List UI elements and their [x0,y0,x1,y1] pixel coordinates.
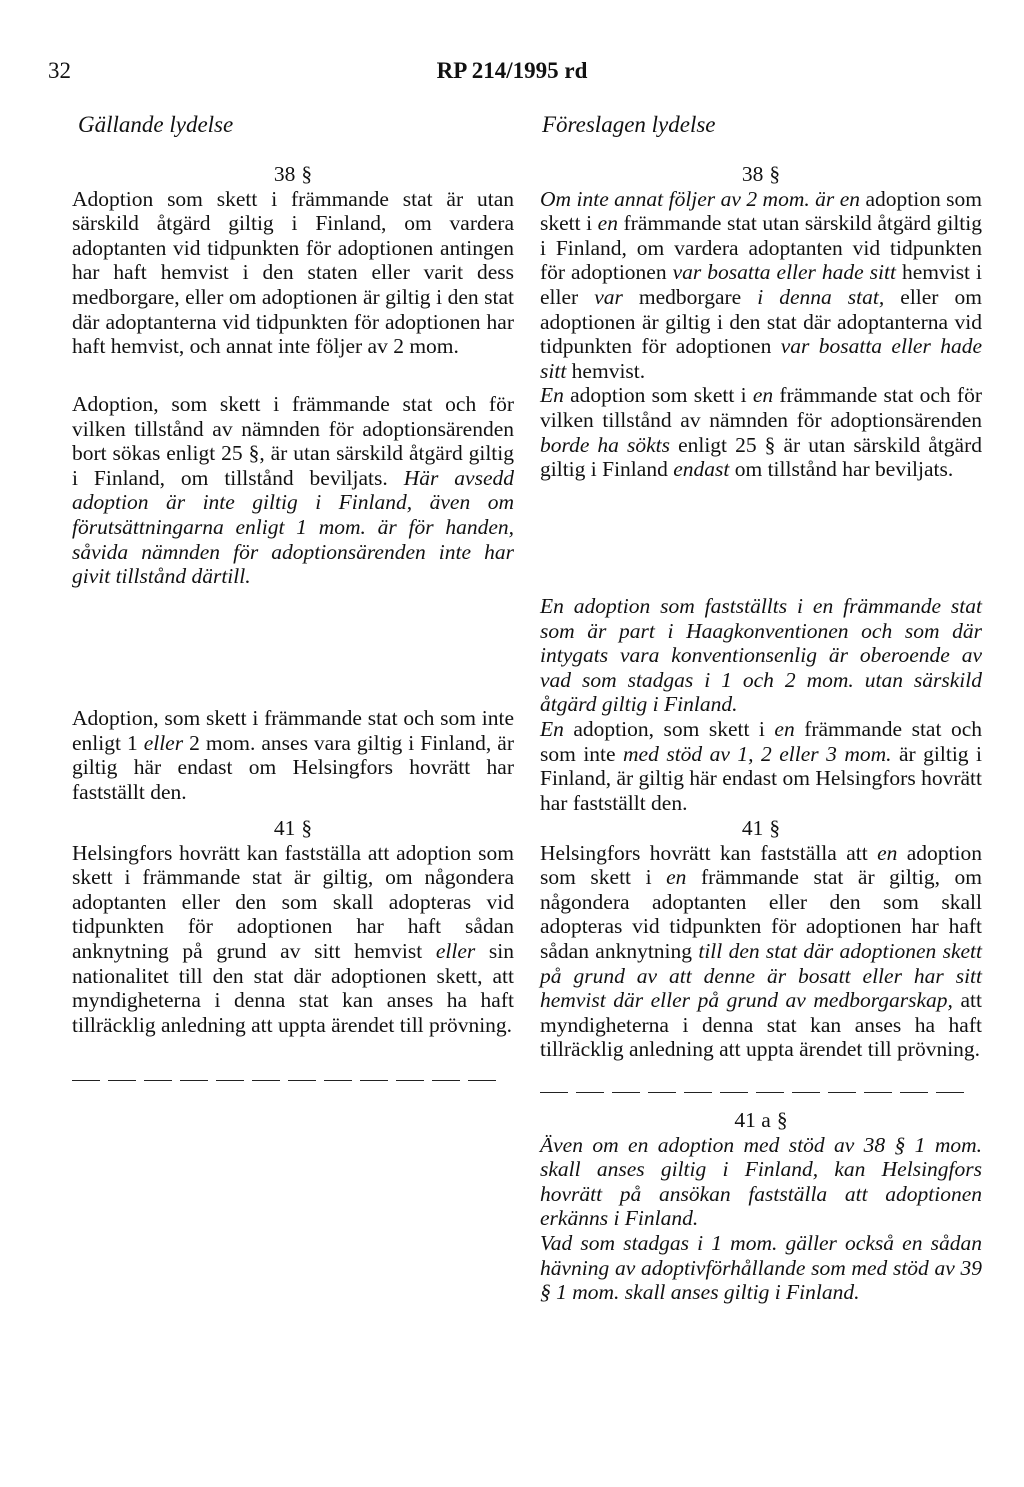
paragraph: Helsingfors hovrätt kan fastställa att en adoption som skett i en främmande stat är giltig, om någondera adoptanten eller den som skall adopteras vid tidpunkten för adoptionen har haft sådan anknytning till den stat där adoptionen skett på grund av att denne är bosatt eller har sitt hemvist där eller på grund av medborgarskap, att myndigheterna i denna stat kan anses ha haft tillräcklig anledning att uppta ärendet till prövning. [540,840,982,1062]
right-section-41a [540,1108,982,1305]
paragraph: Adoption som skett i främmande stat är utan särskild åtgärd giltig i Finland, om vardera adoptanten vid tidpunkten för adoptionen antingen har haft hemvist i den staten eller varit dess medborgare, eller om adoptionen är giltig i den stat där adoptanterna vid tidpunkten för adoptionen har haft hemvist, och annat inte följer av 2 mom. [72,186,514,359]
right-column-title: Föreslagen lydelse [542,112,716,137]
paragraph: Helsingfors hovrätt kan fastställa att adoption som skett i främmande stat är giltig, om någondera adoptanten eller den som skall adopteras vid tidpunkten för adoptionen har haft sådan anknytning på grund av sitt hemvist eller sin nationalitet till den stat där adoptionen skett, att myndigheterna i denna stat kan anses ha haft tillräcklig anledning att uppta ärendet till prövning. [72,840,515,1037]
section-heading: 38 § [273,162,313,186]
section-heading: 38 § [741,162,781,186]
paragraph: En adoption som skett i en främmande stat och för vilken tillstånd av nämnden för adoptionsärenden borde ha sökts enligt 25 § är utan särskild åtgärd giltig i Finland endast om tillstånd har beviljats. [540,383,982,482]
paragraph: En adoption, som skett i en främmande stat och som inte med stöd av 1, 2 eller 3 mom. är giltig i Finland, är giltig här endast om Helsingfors hovrätt har fastställt den. [540,716,982,815]
document-reference: RP 214/1995 rd [436,58,588,83]
left-section-38-paragraph-2 [72,392,514,589]
section-heading: 41 a § [734,1108,788,1132]
page-number: 32 [48,58,71,83]
paragraph: Om inte annat följer av 2 mom. är en adoption som skett i en främmande stat utan särskild åtgärd giltig i Finland, om vardera adoptanten vid tidpunkten för adoptionen var bosatta eller hade sitt hemvist i eller var medborgare i denna stat, eller om adoptionen är giltig i den stat där adoptanterna vid tidpunkten för adoptionen var bosatta eller hade sitt hemvist. [540,186,982,383]
right-omission-line [540,1078,982,1103]
omission-dashes [540,1078,982,1103]
paragraph: Adoption, som skett i främmande stat och för vilken tillstånd av nämnden för adoptionsärenden bort sökas enligt 25 §, är utan särskild åtgärd giltig i Finland, om tillstånd beviljats. Här avsedd adoption är inte giltig i Finland, även om förutsättningarna enligt 1 mom. är för handen, såvida nämnden för adoptionsärenden inte har givit tillstånd därtill. [72,392,515,589]
left-section-38 [72,162,514,359]
section-heading: 41 § [741,816,781,840]
right-section-41 [540,816,982,1062]
section-heading: 41 § [273,816,313,840]
right-section-38 [540,162,982,482]
right-section-38-paragraph-3 [540,594,982,815]
omission-dashes [72,1066,514,1091]
paragraph: Vad som stadgas i 1 mom. gäller också en sådan hävning av adoptivförhållande som med stöd av 39 § 1 mom. skall anses giltig i Finland. [540,1230,982,1305]
left-section-38-paragraph-3 [72,706,514,804]
left-omission-line [72,1066,514,1091]
paragraph: Adoption, som skett i främmande stat och som inte enligt 1 eller 2 mom. anses vara giltig i Finland, är giltig här endast om Helsingfors hovrätt har fastställt den. [72,706,514,804]
left-section-41 [72,816,514,1037]
paragraph: En adoption som fastställts i en främmande stat som är part i Haagkonventionen och som där intygats vara konventionsenlig är oberoende av vad som stadgas i 1 och 2 mom. utan särskild åtgärd giltig i Finland. [540,594,982,717]
paragraph: Även om en adoption med stöd av 38 § 1 mom. skall anses giltig i Finland, kan Helsingfors hovrätt på ansökan fastställa att adoptionen erkänns i Finland. [540,1132,983,1231]
left-column-title: Gällande lydelse [78,112,234,137]
